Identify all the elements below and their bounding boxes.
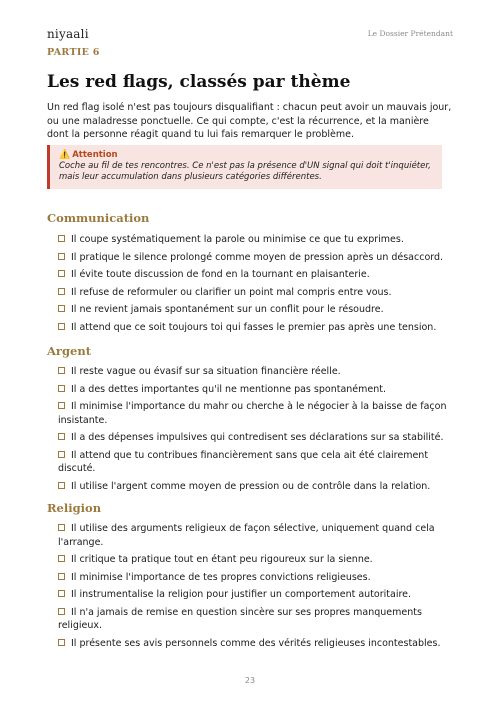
checklist-item[interactable] <box>58 268 453 282</box>
checkbox-icon[interactable] <box>58 555 65 562</box>
checklist-item[interactable] <box>58 480 453 494</box>
checklist-item[interactable] <box>58 233 453 247</box>
checklist-religion <box>58 522 453 650</box>
checkbox-icon[interactable] <box>58 288 65 295</box>
attention-callout <box>47 145 442 189</box>
checkbox-icon[interactable] <box>58 253 65 260</box>
checklist-item[interactable] <box>58 286 453 300</box>
checkbox-icon[interactable] <box>58 451 65 458</box>
checkbox-icon[interactable] <box>58 590 65 597</box>
checklist-item[interactable] <box>58 431 453 445</box>
checklist-item[interactable] <box>58 400 453 427</box>
warning-icon: ⚠️ <box>59 150 71 160</box>
checklist-item-text: Il utilise l'argent comme moyen de pression ou de contrôle dans la relation. <box>71 480 431 492</box>
checkbox-icon[interactable] <box>58 305 65 312</box>
checklist-item-text: Il a des dettes importantes qu'il ne mentionne pas spontanément. <box>71 383 386 395</box>
checklist-item-text: Il évite toute discussion de fond en la tournant en plaisanterie. <box>71 269 370 280</box>
page-title: Les red flags, classés par thème <box>47 72 351 92</box>
part-label: PARTIE 6 <box>47 47 100 58</box>
callout-title <box>59 150 433 161</box>
checklist-item-text: Il minimise l'importance de tes propres convictions religieuses. <box>71 571 371 583</box>
checklist-item-text: Il attend que tu contribues financièrement sans que cela ait été clairement discuté. <box>58 449 429 474</box>
checklist-argent <box>58 365 453 493</box>
callout-text: Coche au fil de tes rencontres. Ce n'est pas la présence d'UN signal qui doit t'inquiéter, mais leur accumulation dans plusieurs catégories différentes. <box>59 161 431 182</box>
checklist-item-text: Il n'a jamais de remise en question sincère sur ses propres manquements religieux. <box>58 606 422 631</box>
checklist-item-text: Il coupe systématiquement la parole ou minimise ce que tu exprimes. <box>71 234 404 245</box>
checklist-item-text: Il ne revient jamais spontanément sur un conflit pour le résoudre. <box>71 304 384 315</box>
checklist-item-text: Il a des dépenses impulsives qui contredisent ses déclarations sur sa stabilité. <box>71 432 444 443</box>
intro-paragraph: Un red flag isolé n'est pas toujours disqualifiant : chacun peut avoir un mauvais jour, ou une maladresse ponctuelle. Ce qui compte, c'est la récurrence, et la manière dont la personne réagit quand tu lui fais remarquer le problème. <box>47 102 452 140</box>
checkbox-icon[interactable] <box>58 270 65 277</box>
callout-title-text: Attention <box>72 150 118 160</box>
checklist-item[interactable] <box>58 365 453 379</box>
checkbox-icon[interactable] <box>58 608 65 615</box>
section-title-communication: Communication <box>47 211 150 225</box>
checkbox-icon[interactable] <box>58 524 65 531</box>
checklist-item-text: Il présente ses avis personnels comme des vérités religieuses incontestables. <box>71 637 441 649</box>
checklist-item[interactable] <box>58 303 453 317</box>
checkbox-icon[interactable] <box>58 402 65 409</box>
checklist-item[interactable] <box>58 321 453 335</box>
checklist-item-text: Il reste vague ou évasif sur sa situation financière réelle. <box>71 366 341 377</box>
page-header <box>47 27 453 41</box>
checklist-item[interactable] <box>58 553 453 567</box>
checklist-communication <box>58 233 453 334</box>
checklist-item[interactable] <box>58 449 453 476</box>
section-title-religion: Religion <box>47 501 102 515</box>
checkbox-icon[interactable] <box>58 323 65 330</box>
checkbox-icon[interactable] <box>58 639 65 646</box>
checkbox-icon[interactable] <box>58 235 65 242</box>
checkbox-icon[interactable] <box>58 367 65 374</box>
checklist-item[interactable] <box>58 522 453 549</box>
checklist-item[interactable] <box>58 637 453 651</box>
page-number: 23 <box>244 676 256 685</box>
checklist-item-text: Il minimise l'importance du mahr ou cherche à le négocier à la baisse de façon insistante. <box>58 401 447 426</box>
section-title-argent: Argent <box>47 344 92 358</box>
checklist-item[interactable] <box>58 588 453 602</box>
checklist-item-text: Il utilise des arguments religieux de façon sélective, uniquement quand cela l'arrange. <box>58 523 435 548</box>
checklist-item-text: Il instrumentalise la religion pour justifier un comportement autoritaire. <box>71 589 412 600</box>
document-title: Le Dossier Prétendant <box>367 29 453 38</box>
checklist-item-text: Il critique ta pratique tout en étant peu rigoureux sur la sienne. <box>71 554 373 565</box>
checklist-item[interactable] <box>58 606 453 633</box>
brand-logo: niyaali <box>47 27 89 41</box>
checkbox-icon[interactable] <box>58 482 65 489</box>
checklist-item-text: Il attend que ce soit toujours toi qui fasses le premier pas après une tension. <box>71 321 437 333</box>
checklist-item-text: Il refuse de reformuler ou clarifier un point mal compris entre vous. <box>71 286 392 298</box>
checklist-item[interactable] <box>58 383 453 397</box>
checklist-item[interactable] <box>58 251 453 265</box>
checklist-item[interactable] <box>58 571 453 585</box>
checklist-item-text: Il pratique le silence prolongé comme moyen de pression après un désaccord. <box>71 251 444 263</box>
checkbox-icon[interactable] <box>58 385 65 392</box>
checkbox-icon[interactable] <box>58 573 65 580</box>
checkbox-icon[interactable] <box>58 433 65 440</box>
